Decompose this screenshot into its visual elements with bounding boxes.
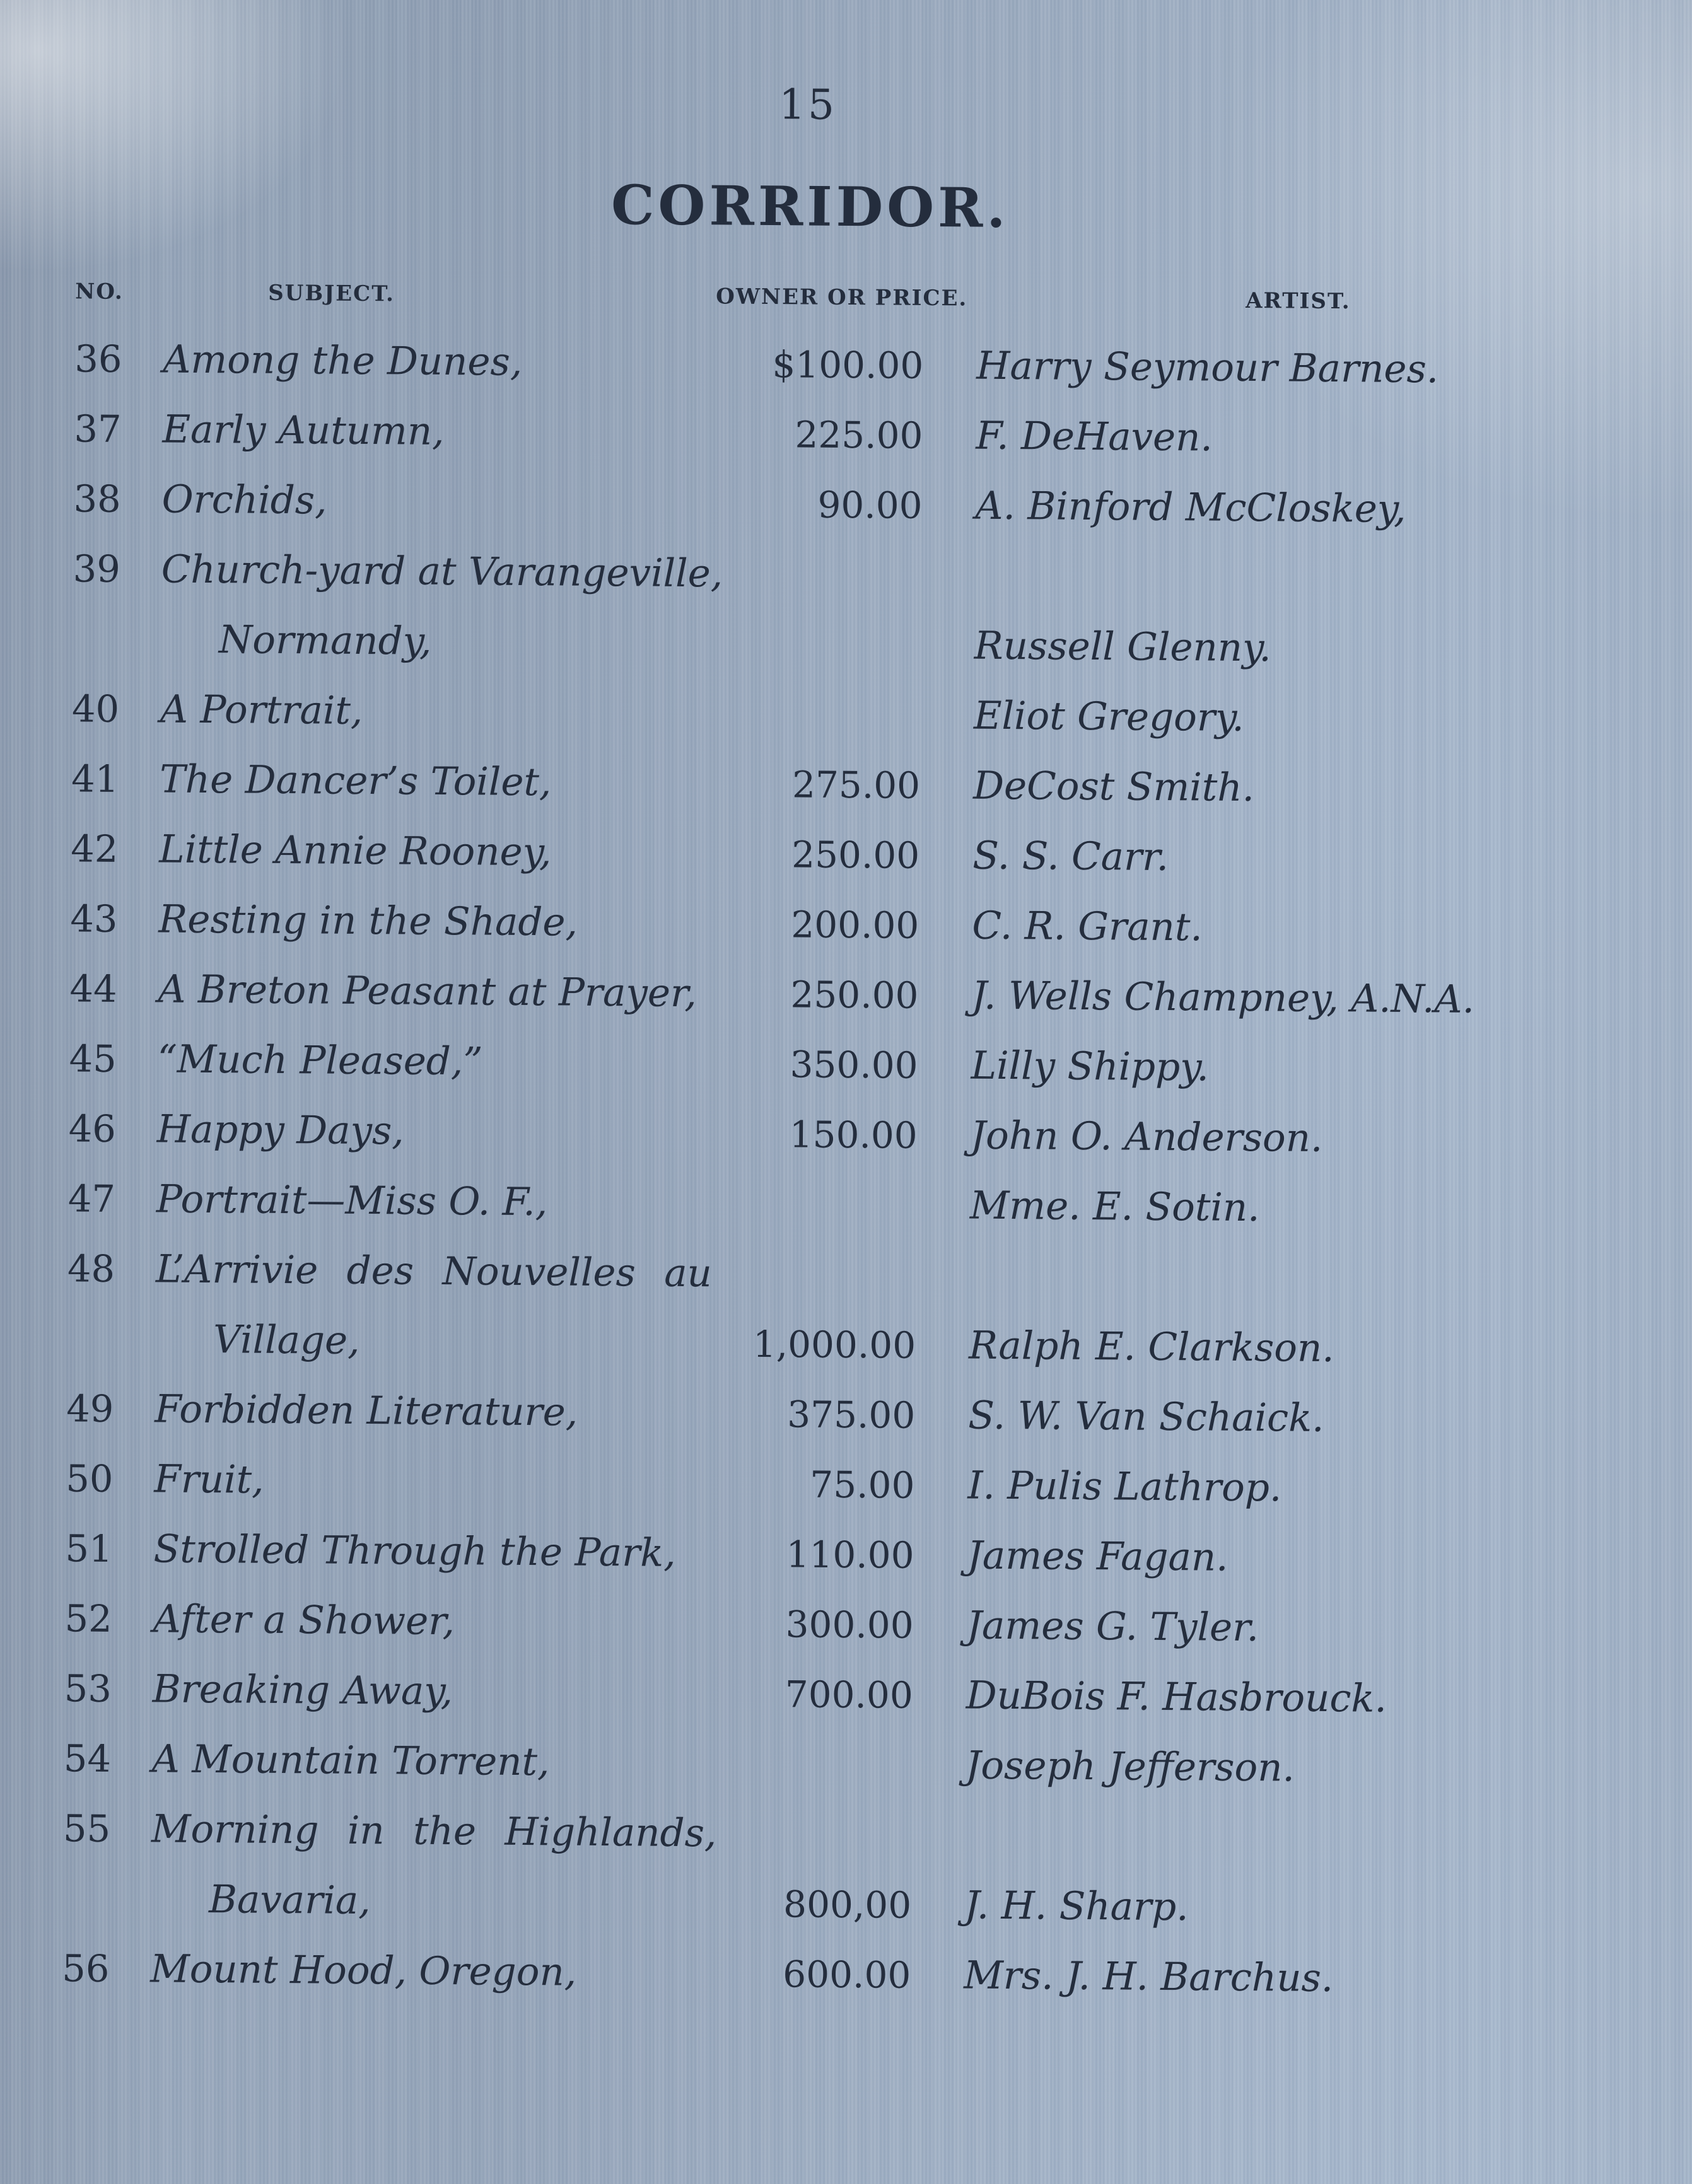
header-no: NO.	[75, 279, 124, 305]
subject-cell: Among the Dunes,	[163, 337, 523, 385]
subject-cell: “Much Pleased,”	[157, 1037, 483, 1084]
page-number: 15	[778, 80, 837, 129]
price-cell: $100.00	[772, 342, 924, 387]
artist-cell: S. W. Van Schaick.	[967, 1393, 1324, 1441]
price-cell: 250.00	[791, 832, 920, 877]
subject-cell: Forbidden Literature,	[155, 1386, 578, 1435]
row-number: 43	[70, 897, 118, 941]
header-owner-or-price: OWNER OR PRICE.	[716, 284, 968, 311]
artist-cell: John O. Anderson.	[970, 1113, 1323, 1161]
artist-cell: Eliot Gregory.	[973, 693, 1245, 740]
price-cell	[741, 644, 925, 645]
price-cell: 250.00	[790, 972, 919, 1017]
artist-cell	[916, 1835, 1684, 1841]
header-artist: ARTIST.	[1245, 288, 1351, 315]
artist-cell: A. Binford McCloskey,	[975, 483, 1406, 531]
row-number: 39	[73, 547, 121, 591]
price-cell	[732, 1833, 916, 1835]
subject-cell: Orchids,	[161, 477, 327, 523]
price-cell	[740, 714, 925, 715]
price-cell: 225.00	[795, 412, 923, 457]
row-number: 56	[62, 1946, 110, 1990]
row-number	[62, 1898, 151, 1899]
subject-cell: L’Arrivie des Nouvelles au	[155, 1246, 713, 1296]
subject-cell: Normandy,	[218, 617, 432, 664]
row-number: 36	[74, 337, 122, 381]
artist-cell: Lilly Shippy.	[971, 1043, 1210, 1090]
row-number: 54	[63, 1736, 112, 1780]
row-number: 51	[65, 1526, 113, 1571]
subject-cell: Resting in the Shade,	[158, 897, 578, 945]
subject-cell: Portrait—Miss O. F.,	[156, 1176, 548, 1225]
artist-cell: Ralph E. Clarkson.	[968, 1323, 1335, 1371]
row-number: 44	[69, 967, 117, 1011]
artist-cell: DeCost Smith.	[972, 763, 1255, 811]
price-cell	[732, 1763, 916, 1765]
table-row	[0, 1023, 1691, 1106]
artist-cell: Mrs. J. H. Barchus.	[964, 1953, 1334, 2001]
row-number: 40	[71, 687, 120, 731]
table-row	[0, 1653, 1686, 1736]
catalog-rows	[0, 323, 1692, 2016]
artist-cell: I. Pulis Lathrop.	[967, 1463, 1282, 1511]
subject-cell: Church-yard at Varangeville,	[161, 547, 723, 596]
subject-cell: Fruit,	[154, 1456, 264, 1502]
artist-cell: J. Wells Champney, A.N.A.	[971, 973, 1475, 1022]
price-cell: 75.00	[810, 1463, 915, 1507]
table-row	[2, 533, 1692, 616]
table-row	[0, 1093, 1690, 1176]
subject-cell: Early Autumn,	[162, 407, 445, 454]
row-number: 47	[67, 1176, 116, 1221]
row-number: 55	[62, 1806, 111, 1850]
table-row	[0, 1373, 1688, 1456]
table-row	[0, 1792, 1684, 1876]
subject-cell: A Breton Peasant at Prayer,	[158, 967, 697, 1016]
artist-cell: C. R. Grant.	[972, 903, 1203, 950]
artist-cell	[926, 575, 1692, 581]
subject-cell: Strolled Through the Park,	[153, 1526, 676, 1576]
price-cell: 200.00	[791, 902, 919, 947]
subject-cell: After a Shower,	[153, 1596, 455, 1644]
table-row	[0, 1722, 1685, 1806]
artist-cell: J. H. Sharp.	[964, 1883, 1189, 1930]
price-cell: 300.00	[785, 1602, 914, 1647]
artist-cell	[920, 1275, 1689, 1281]
artist-cell: S. S. Carr.	[972, 833, 1169, 880]
price-cell: 110.00	[786, 1532, 914, 1577]
table-row	[0, 883, 1692, 966]
price-cell: 800,00	[783, 1882, 912, 1927]
table-row	[0, 813, 1692, 896]
table-row	[0, 1303, 1689, 1386]
price-cell: 90.00	[817, 483, 923, 527]
row-number: 53	[64, 1666, 112, 1711]
artist-cell: DuBois F. Hasbrouck.	[966, 1673, 1387, 1721]
row-number: 41	[71, 757, 119, 801]
table-row	[0, 1443, 1688, 1526]
artist-cell: James G. Tyler.	[966, 1603, 1259, 1651]
table-row	[3, 393, 1692, 476]
table-row	[0, 1513, 1687, 1596]
artist-cell: Harry Seymour Barnes.	[976, 343, 1439, 392]
table-row	[0, 1233, 1689, 1316]
table-row	[0, 1932, 1684, 2016]
price-cell	[737, 1204, 921, 1205]
row-number: 48	[67, 1246, 115, 1291]
row-number: 37	[74, 407, 122, 451]
price-cell: 275.00	[791, 762, 921, 807]
subject-cell: A Mountain Torrent,	[151, 1736, 550, 1785]
price-cell: 375.00	[787, 1392, 916, 1437]
header-subject: SUBJECT.	[268, 280, 395, 307]
table-row	[0, 1862, 1684, 1946]
artist-cell: James Fagan.	[967, 1533, 1228, 1580]
price-cell: 600.00	[783, 1952, 911, 1997]
price-cell: 700.00	[785, 1672, 914, 1717]
subject-cell: Morning in the Highlands,	[151, 1806, 717, 1856]
table-row	[0, 1163, 1689, 1246]
row-number: 38	[73, 477, 121, 521]
table-row	[3, 463, 1692, 546]
price-cell	[736, 1274, 920, 1275]
subject-cell: The Dancer’s Toilet,	[159, 757, 552, 805]
subject-cell: Bavaria,	[208, 1877, 371, 1924]
row-number: 46	[68, 1107, 117, 1151]
table-header-row	[4, 278, 1692, 323]
subject-cell: Breaking Away,	[152, 1666, 453, 1714]
row-number: 45	[69, 1037, 117, 1081]
page-title: CORRIDOR.	[610, 173, 1010, 241]
subject-cell: Village,	[213, 1317, 360, 1363]
price-cell: 350.00	[790, 1042, 918, 1087]
artist-cell: Mme. E. Sotin.	[969, 1183, 1260, 1231]
price-cell: 1,000.00	[752, 1322, 916, 1367]
table-row	[0, 953, 1691, 1036]
artist-cell: Joseph Jefferson.	[965, 1743, 1295, 1791]
price-cell: 150.00	[789, 1112, 918, 1157]
subject-cell: Happy Days,	[156, 1107, 405, 1154]
artist-cell: Russell Glenny.	[974, 623, 1272, 671]
artist-cell: F. DeHaven.	[976, 413, 1213, 460]
row-number: 52	[64, 1596, 113, 1641]
table-row	[1, 603, 1692, 686]
row-number: 42	[71, 827, 119, 871]
subject-cell: Mount Hood, Oregon,	[150, 1946, 577, 1995]
table-row	[1, 743, 1692, 826]
table-row	[1, 673, 1692, 756]
table-row	[4, 323, 1692, 406]
row-number: 49	[66, 1386, 114, 1431]
subject-cell: Little Annie Rooney,	[158, 827, 552, 875]
price-cell	[742, 574, 926, 575]
row-number: 50	[66, 1456, 114, 1501]
table-row	[0, 1583, 1686, 1666]
subject-cell: A Portrait,	[160, 687, 363, 733]
